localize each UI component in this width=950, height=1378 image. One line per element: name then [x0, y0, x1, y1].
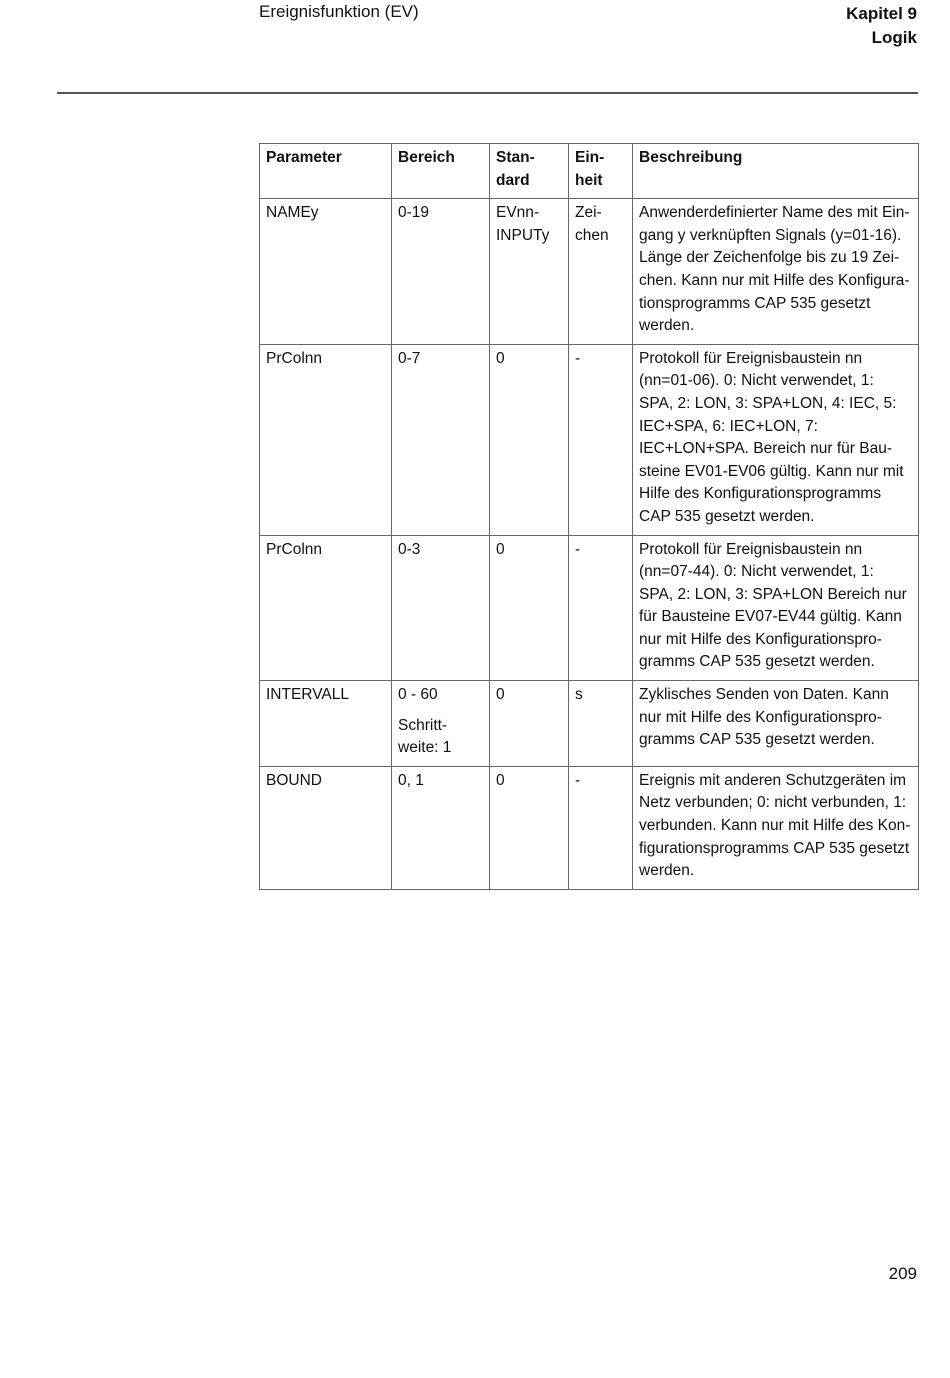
header-einheit [569, 144, 633, 199]
cell-einheit [569, 681, 633, 767]
header-rule [57, 92, 918, 94]
standard-text: 0 [496, 771, 505, 789]
cell-standard [490, 681, 569, 767]
beschreibung-text: Protokoll für Ereignisbaustein nn (nn=07-44). 0: Nicht verwendet, 1: SPA, 2: LON, 3: SPA+LON Bereich nur für Bausteine EV07-EV44 gültig. Kann nur mit Hilfe des Konfigurationspro- gramms CAP 535 gesetzt werden. [639, 540, 907, 671]
bereich-text: 0-3 [398, 540, 421, 558]
header-einheit-line2: heit [575, 171, 603, 189]
parameter-text: INTERVALL [266, 686, 349, 704]
chapter-label: Kapitel 9 [846, 4, 917, 23]
header-parameter: Parameter [260, 144, 392, 199]
standard-text: 0 [496, 686, 505, 704]
bereich-text: 0-19 [398, 204, 430, 222]
parameter-text: PrColnn [266, 540, 322, 558]
bereich-text: 0, 1 [398, 771, 424, 789]
header-standard [490, 144, 569, 199]
beschreibung-text: Protokoll für Ereignisbaustein nn (nn=01-06). 0: Nicht verwendet, 1: SPA, 2: LON, 3: SPA+LON, 4: IEC, 5: IEC+SPA, 6: IEC+LON, 7: IEC+LON+SPA. Bereich nur für Bau- steine EV01-EV06 gültig. Kann nur mit Hilfe des Konfigurationsprogramms CAP 535 gesetzt werden. [639, 349, 904, 525]
einheit-text: s [575, 686, 583, 704]
header-einheit-line1: Ein- [575, 149, 605, 166]
parameter-text: NAMEy [266, 204, 319, 222]
page-number: 209 [888, 1264, 917, 1283]
cell-bereich [392, 535, 490, 681]
parameter-text: PrColnn [266, 349, 322, 367]
beschreibung-text: Ereignis mit anderen Schutzgeräten im Netz verbunden; 0: nicht verbunden, 1: verbunden. Kann nur mit Hilfe des Kon- figurationsprogramms CAP 535 gesetzt werden. [639, 771, 911, 880]
einheit-text: - [575, 540, 581, 558]
einheit-text: - [575, 349, 581, 367]
einheit-text: - [575, 771, 581, 789]
cell-parameter [260, 681, 392, 767]
bereich-text: 0-7 [398, 349, 421, 367]
cell-beschreibung [633, 199, 919, 345]
header-standard-line2: dard [496, 171, 530, 189]
table-row [260, 681, 919, 767]
beschreibung-text: Zyklisches Senden von Daten. Kann nur mit Hilfe des Konfigurationspro- gramms CAP 535 gesetzt werden. [639, 686, 889, 749]
cell-einheit [569, 766, 633, 889]
cell-parameter [260, 199, 392, 345]
cell-einheit [569, 199, 633, 345]
cell-standard [490, 199, 569, 345]
cell-einheit [569, 535, 633, 681]
beschreibung-text: Anwenderdefinierter Name des mit Ein- gang y verknüpften Signals (y=01-16). Länge der Zeichenfolge bis zu 19 Zei- chen. Kann nur mit Hilfe des Konfigura- tionsprogramms CAP 535 gesetzt werden. [639, 204, 910, 335]
running-header-chapter [846, 2, 917, 50]
table-header-row [260, 144, 919, 199]
cell-standard [490, 344, 569, 535]
section-label: Logik [871, 28, 917, 47]
standard-text: 0 [496, 540, 505, 558]
cell-bereich [392, 344, 490, 535]
table-row [260, 199, 919, 345]
cell-parameter [260, 535, 392, 681]
cell-beschreibung [633, 344, 919, 535]
cell-beschreibung [633, 766, 919, 889]
cell-bereich [392, 199, 490, 345]
cell-beschreibung [633, 535, 919, 681]
running-header-title: Ereignisfunktion (EV) [259, 2, 419, 21]
bereich-step-text: Schritt- weite: 1 [398, 716, 452, 757]
header-standard-line1: Stan- [496, 149, 535, 166]
cell-einheit [569, 344, 633, 535]
cell-beschreibung [633, 681, 919, 767]
header-bereich: Bereich [392, 144, 490, 199]
cell-bereich [392, 766, 490, 889]
einheit-text: Zei- chen [575, 204, 609, 244]
cell-standard [490, 535, 569, 681]
cell-standard [490, 766, 569, 889]
standard-text: EVnn- INPUTy [496, 204, 550, 244]
table-row [260, 766, 919, 889]
header-beschreibung: Beschreibung [633, 144, 919, 199]
cell-parameter [260, 766, 392, 889]
standard-text: 0 [496, 349, 505, 367]
table-row [260, 535, 919, 681]
cell-bereich [392, 681, 490, 767]
table-row [260, 344, 919, 535]
parameter-text: BOUND [266, 771, 322, 789]
parameter-table [259, 143, 919, 890]
bereich-text: 0 - 60 [398, 686, 438, 704]
cell-parameter [260, 344, 392, 535]
